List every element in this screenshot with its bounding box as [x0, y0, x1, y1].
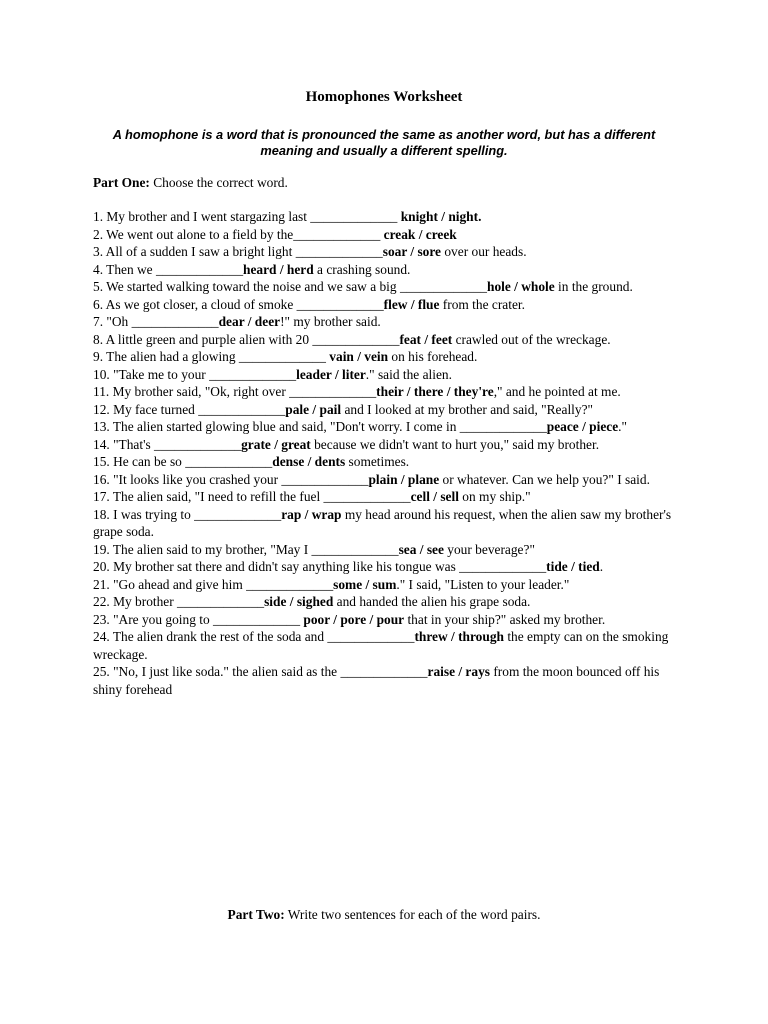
- part-two-instruction: Write two sentences for each of the word pairs.: [284, 907, 541, 922]
- question-item: [93, 488, 673, 506]
- question-text: 20. My brother sat there and didn't say anything like his tongue was _____________: [93, 559, 547, 574]
- question-item: [93, 348, 673, 366]
- question-item: [93, 208, 673, 226]
- answer-choices: feat / feet: [399, 331, 453, 347]
- question-tail: ," and he pointed at me.: [493, 384, 621, 399]
- answer-choices: peace / piece: [546, 419, 619, 434]
- question-text: 3. All of a sudden I saw a bright light _____________: [93, 244, 383, 259]
- question-item: [93, 418, 673, 436]
- answer-choices: poor / pore / pour: [303, 611, 405, 627]
- part-two-heading: [0, 907, 768, 923]
- answer-choices: their / there / they're: [376, 384, 494, 399]
- question-tail: the empty can on the smoking wreckage.: [93, 629, 669, 662]
- question-text: 22. My brother _____________: [93, 594, 265, 609]
- question-tail: .: [599, 559, 604, 574]
- question-item: [93, 261, 673, 279]
- question-text: 7. "Oh _____________: [93, 314, 219, 329]
- question-text: 15. He can be so _____________: [93, 454, 273, 469]
- question-item: [93, 471, 673, 489]
- question-text: 18. I was trying to _____________: [93, 506, 282, 522]
- question-item: [93, 383, 673, 401]
- question-item: [93, 506, 673, 541]
- question-tail: in the ground.: [554, 279, 633, 294]
- question-text: 17. The alien said, "I need to refill the fuel _____________: [93, 489, 411, 504]
- page-subtitle: A homophone is a word that is pronounced the same as another word, but has a different meaning and usually a different spelling.: [112, 127, 656, 158]
- part-one-instruction: Choose the correct word.: [149, 175, 288, 190]
- question-item: [93, 611, 673, 629]
- question-tail: over our heads.: [441, 244, 527, 259]
- question-text: 14. "That's _____________: [93, 436, 242, 452]
- question-tail: on my ship.": [458, 489, 531, 504]
- question-item: [93, 436, 673, 454]
- answer-choices: leader / liter: [296, 366, 366, 382]
- question-text: 16. "It looks like you crashed your _____________: [93, 471, 369, 487]
- question-text: 21. "Go ahead and give him _____________: [93, 576, 334, 592]
- question-tail: sometimes.: [345, 454, 410, 469]
- question-tail: !" my brother said.: [280, 314, 381, 329]
- question-tail: or whatever. Can we help you?" I said.: [439, 471, 650, 487]
- answer-choices: knight / night.: [400, 209, 482, 224]
- answer-choices: creak / creek: [383, 226, 457, 242]
- answer-choices: pale / pail: [285, 401, 342, 417]
- answer-choices: raise / rays: [427, 664, 490, 679]
- question-text: 6. As we got closer, a cloud of smoke _____________: [93, 296, 384, 312]
- answer-choices: some / sum: [333, 576, 397, 592]
- question-text: 12. My face turned _____________: [93, 401, 286, 417]
- question-text: 8. A little green and purple alien with 20 _____________: [93, 331, 400, 347]
- answer-choices: threw / through: [414, 629, 504, 644]
- question-text: 24. The alien drank the rest of the soda and _____________: [93, 629, 415, 644]
- answer-choices: hole / whole: [487, 279, 555, 294]
- question-item: [93, 401, 673, 419]
- question-item: [93, 226, 673, 244]
- question-tail: ." I said, "Listen to your leader.": [396, 576, 570, 592]
- question-tail: my head around his request, when the alien saw my brother's grape soda.: [93, 506, 672, 539]
- answer-choices: cell / sell: [410, 489, 459, 504]
- part-two-label: Part Two:: [227, 907, 285, 922]
- question-text: 23. "Are you going to _____________: [93, 611, 304, 627]
- question-tail: and I looked at my brother and said, "Really?": [341, 401, 593, 417]
- question-tail: from the moon bounced off his shiny forehead: [93, 664, 660, 697]
- part-one-heading: [93, 175, 288, 191]
- question-tail: from the crater.: [439, 296, 525, 312]
- answer-choices: dear / deer: [218, 314, 281, 329]
- question-item: [93, 243, 673, 261]
- question-item: [93, 558, 673, 576]
- question-item: [93, 593, 673, 611]
- answer-choices: flew / flue: [383, 296, 440, 312]
- answer-choices: soar / sore: [382, 244, 442, 259]
- question-text: 4. Then we _____________: [93, 261, 244, 277]
- answer-choices: grate / great: [241, 436, 311, 452]
- question-tail: .": [618, 419, 627, 434]
- question-text: 13. The alien started glowing blue and said, "Don't worry. I come in _____________: [93, 419, 547, 434]
- question-item: [93, 278, 673, 296]
- page-title: Homophones Worksheet: [305, 89, 463, 105]
- answer-choices: vain / vein: [329, 349, 389, 364]
- question-tail: ." said the alien.: [365, 366, 452, 382]
- question-tail: that in your ship?" asked my brother.: [404, 611, 606, 627]
- question-item: [93, 628, 673, 663]
- question-item: [93, 541, 673, 559]
- answer-choices: plain / plane: [368, 471, 440, 487]
- answer-choices: dense / dents: [272, 454, 346, 469]
- question-text: 10. "Take me to your _____________: [93, 366, 297, 382]
- question-text: 11. My brother said, "Ok, right over _____________: [93, 384, 377, 399]
- question-tail: and handed the alien his grape soda.: [333, 594, 531, 609]
- answer-choices: rap / wrap: [281, 506, 342, 522]
- question-tail: a crashing sound.: [313, 261, 411, 277]
- answer-choices: side / sighed: [264, 594, 334, 609]
- question-tail: because we didn't want to hurt you," said my brother.: [310, 436, 600, 452]
- question-text: 9. The alien had a glowing _____________: [93, 349, 330, 364]
- question-text: 19. The alien said to my brother, "May I _____________: [93, 541, 399, 557]
- question-item: [93, 313, 673, 331]
- question-list: [93, 208, 673, 698]
- question-item: [93, 296, 673, 314]
- question-text: 1. My brother and I went stargazing last _____________: [93, 209, 401, 224]
- question-tail: your beverage?": [443, 541, 535, 557]
- question-item: [93, 576, 673, 594]
- question-item: [93, 366, 673, 384]
- question-tail: on his forehead.: [388, 349, 478, 364]
- answer-choices: tide / tied: [546, 559, 600, 574]
- part-one-label: Part One:: [93, 175, 150, 190]
- question-text: 25. "No, I just like soda." the alien said as the _____________: [93, 664, 428, 679]
- question-text: 2. We went out alone to a field by the_____________: [93, 226, 384, 242]
- question-item: [93, 331, 673, 349]
- answer-choices: sea / see: [398, 541, 444, 557]
- question-item: [93, 663, 673, 698]
- answer-choices: heard / herd: [243, 261, 314, 277]
- question-item: [93, 453, 673, 471]
- question-text: 5. We started walking toward the noise and we saw a big _____________: [93, 279, 487, 294]
- question-tail: crawled out of the wreckage.: [452, 331, 611, 347]
